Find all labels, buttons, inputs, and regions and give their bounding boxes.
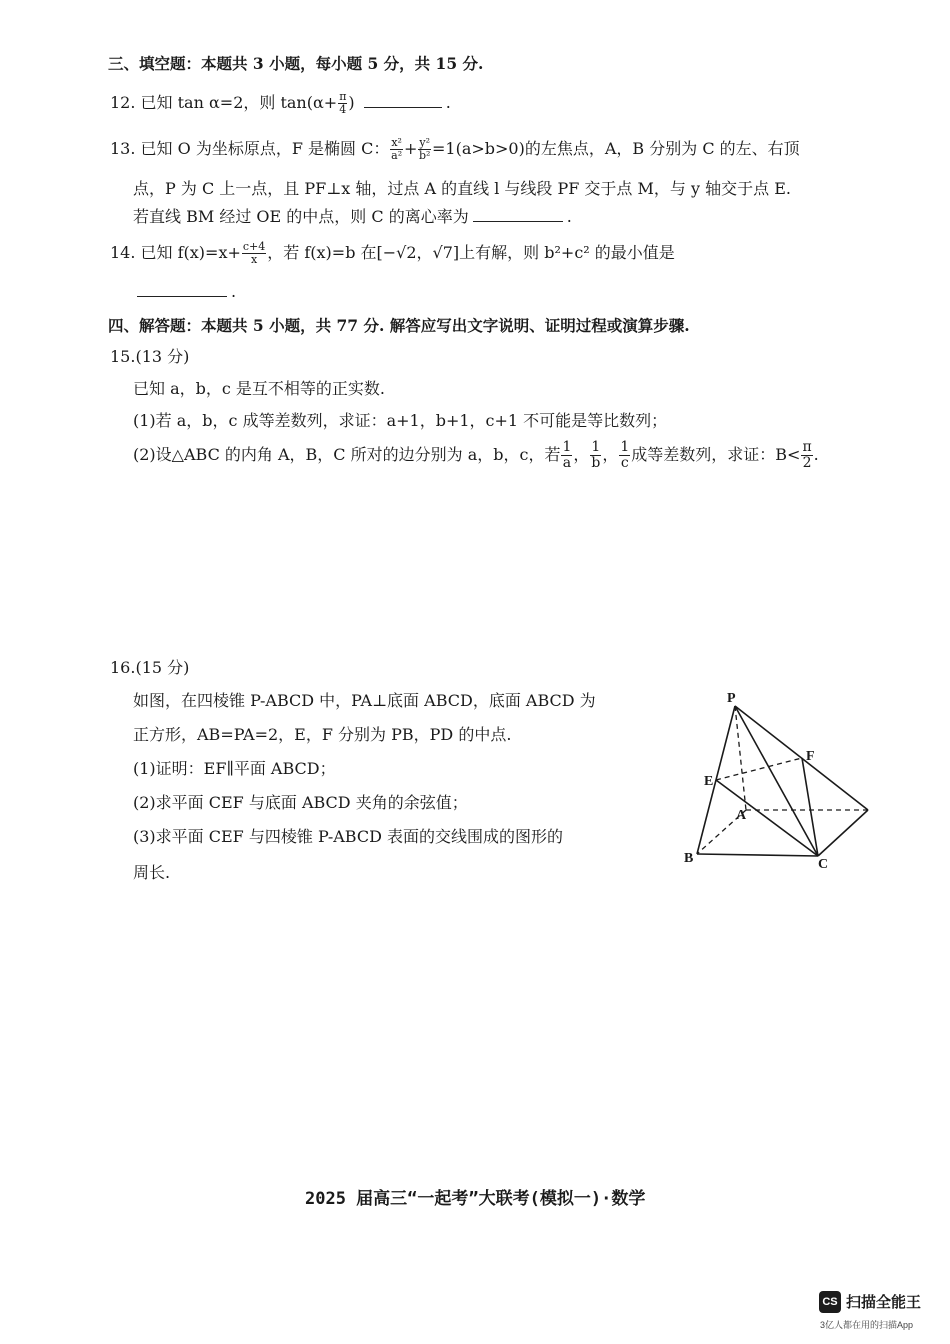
q15-f3-num: 1	[620, 439, 630, 455]
q13-frac-2	[418, 137, 431, 162]
question-13-line-1	[110, 136, 800, 162]
q13-line3-text: 若直线 BM 经过 OE 的中点，则 C 的离心率为	[133, 207, 469, 226]
q15-header: 15.(13 分)	[110, 347, 190, 366]
q15-part2-mid: 成等差数列，求证：B<	[631, 445, 801, 464]
q15-part-2	[133, 440, 819, 471]
q14-frac-den: x	[250, 253, 258, 266]
q15-comma-1: ，	[573, 445, 590, 464]
section-4-title: 四、解答题：本题共 5 小题，共 77 分. 解答应写出文字说明、证明过程或演算步骤.	[108, 316, 690, 335]
question-14	[110, 240, 675, 266]
edge-PD	[735, 706, 868, 810]
q16-part-3-line-2: 周长.	[133, 863, 171, 882]
q13-answer-blank[interactable]	[473, 207, 563, 222]
q15-part2-end: .	[813, 445, 819, 464]
question-13-line-3	[133, 204, 572, 227]
q12-prefix: 12. 已知 tan α=2，则 tan(α+	[110, 93, 338, 112]
question-14-line-2	[133, 282, 236, 301]
q14-answer-blank[interactable]	[137, 282, 227, 297]
q14-fraction	[242, 241, 266, 266]
label-P: P	[727, 691, 736, 706]
q15-f1-den: a	[562, 455, 572, 471]
q16-header: 16.(15 分)	[110, 658, 190, 677]
q15-f4-num: π	[802, 439, 812, 455]
q14-end: .	[231, 282, 237, 301]
q15-f2-den: b	[591, 455, 601, 471]
q16-line-2: 正方形，AB=PA=2，E，F 分别为 PB，PD 的中点.	[133, 725, 512, 744]
q16-part-2: (2)求平面 CEF 与底面 ABCD 夹角的余弦值；	[133, 793, 468, 812]
q12-end: .	[445, 93, 451, 112]
q15-comma-2: ，	[602, 445, 619, 464]
q15-frac-1-over-b	[590, 440, 601, 471]
q13-f2-den: b²	[418, 149, 431, 162]
question-12	[110, 90, 451, 116]
q14-suffix: ，若 f(x)=b 在[−√2，√7]上有解，则 b²+c² 的最小值是	[267, 243, 675, 262]
edge-EC	[716, 780, 818, 856]
label-F: F	[806, 749, 815, 764]
q13-line1-suffix: =1(a>b>0)的左焦点，A，B 分别为 C 的左、右顶	[432, 139, 800, 158]
q13-f1-den: a²	[391, 149, 403, 162]
label-C: C	[818, 857, 829, 872]
cs-logo-icon: CS	[819, 1291, 841, 1313]
q15-f1-num: 1	[562, 439, 572, 455]
scanner-app-name: 扫描全能王	[846, 1294, 922, 1311]
q14-frac-num: c+4	[242, 240, 266, 253]
label-A: A	[736, 808, 747, 823]
q12-answer-blank[interactable]	[364, 93, 442, 108]
q15-f2-num: 1	[591, 439, 601, 455]
edge-EF-hidden	[716, 758, 802, 780]
section-3-title: 三、填空题：本题共 3 小题，每小题 5 分，共 15 分.	[108, 54, 484, 73]
q12-suffix: )	[348, 93, 355, 112]
q12-frac-num: π	[339, 90, 347, 103]
q13-end: .	[566, 207, 572, 226]
scanner-app-tagline: 3亿人都在用的扫描App	[820, 1320, 914, 1330]
q15-part-1: (1)若 a，b，c 成等差数列，求证：a+1，b+1，c+1 不可能是等比数列；	[133, 411, 668, 430]
q16-part-1: (1)证明：EF∥平面 ABCD；	[133, 759, 336, 778]
q16-line-1: 如图，在四棱锥 P-ABCD 中，PA⊥底面 ABCD，底面 ABCD 为	[133, 691, 596, 710]
q16-part-3-line-1: (3)求平面 CEF 与四棱锥 P-ABCD 表面的交线围成的图形的	[133, 827, 564, 846]
q15-intro: 已知 a，b，c 是互不相等的正实数.	[133, 379, 386, 398]
q15-part2-prefix: (2)设△ABC 的内角 A，B，C 所对的边分别为 a，b，c，若	[133, 445, 561, 464]
pyramid-figure	[676, 690, 876, 880]
q13-f2-num: y²	[419, 136, 430, 149]
edge-CD	[818, 810, 868, 856]
q15-f3-den: c	[620, 455, 629, 471]
edge-BC	[697, 854, 818, 856]
q13-frac-1	[390, 137, 403, 162]
question-13-line-2: 点，P 为 C 上一点，且 PF⊥x 轴，过点 A 的直线 l 与线段 PF 交于点 M，与 y 轴交于点 E.	[133, 179, 791, 198]
q12-frac-den: 4	[339, 103, 347, 116]
q12-fraction	[338, 91, 347, 116]
q14-prefix: 14. 已知 f(x)=x+	[110, 243, 241, 262]
q15-frac-1-over-c	[619, 440, 630, 471]
q13-f1-num: x²	[391, 136, 402, 149]
q13-line1-prefix: 13. 已知 O 为坐标原点，F 是椭圆 C：	[110, 139, 390, 158]
label-B: B	[684, 851, 694, 866]
q15-f4-den: 2	[802, 455, 812, 471]
q13-plus: +	[403, 139, 418, 158]
label-E: E	[704, 774, 714, 789]
page-footer: 2025 届高三“一起考”大联考(模拟一)·数学	[305, 1189, 646, 1209]
q15-frac-1-over-a	[561, 440, 572, 471]
q15-frac-pi-over-2	[801, 440, 812, 471]
